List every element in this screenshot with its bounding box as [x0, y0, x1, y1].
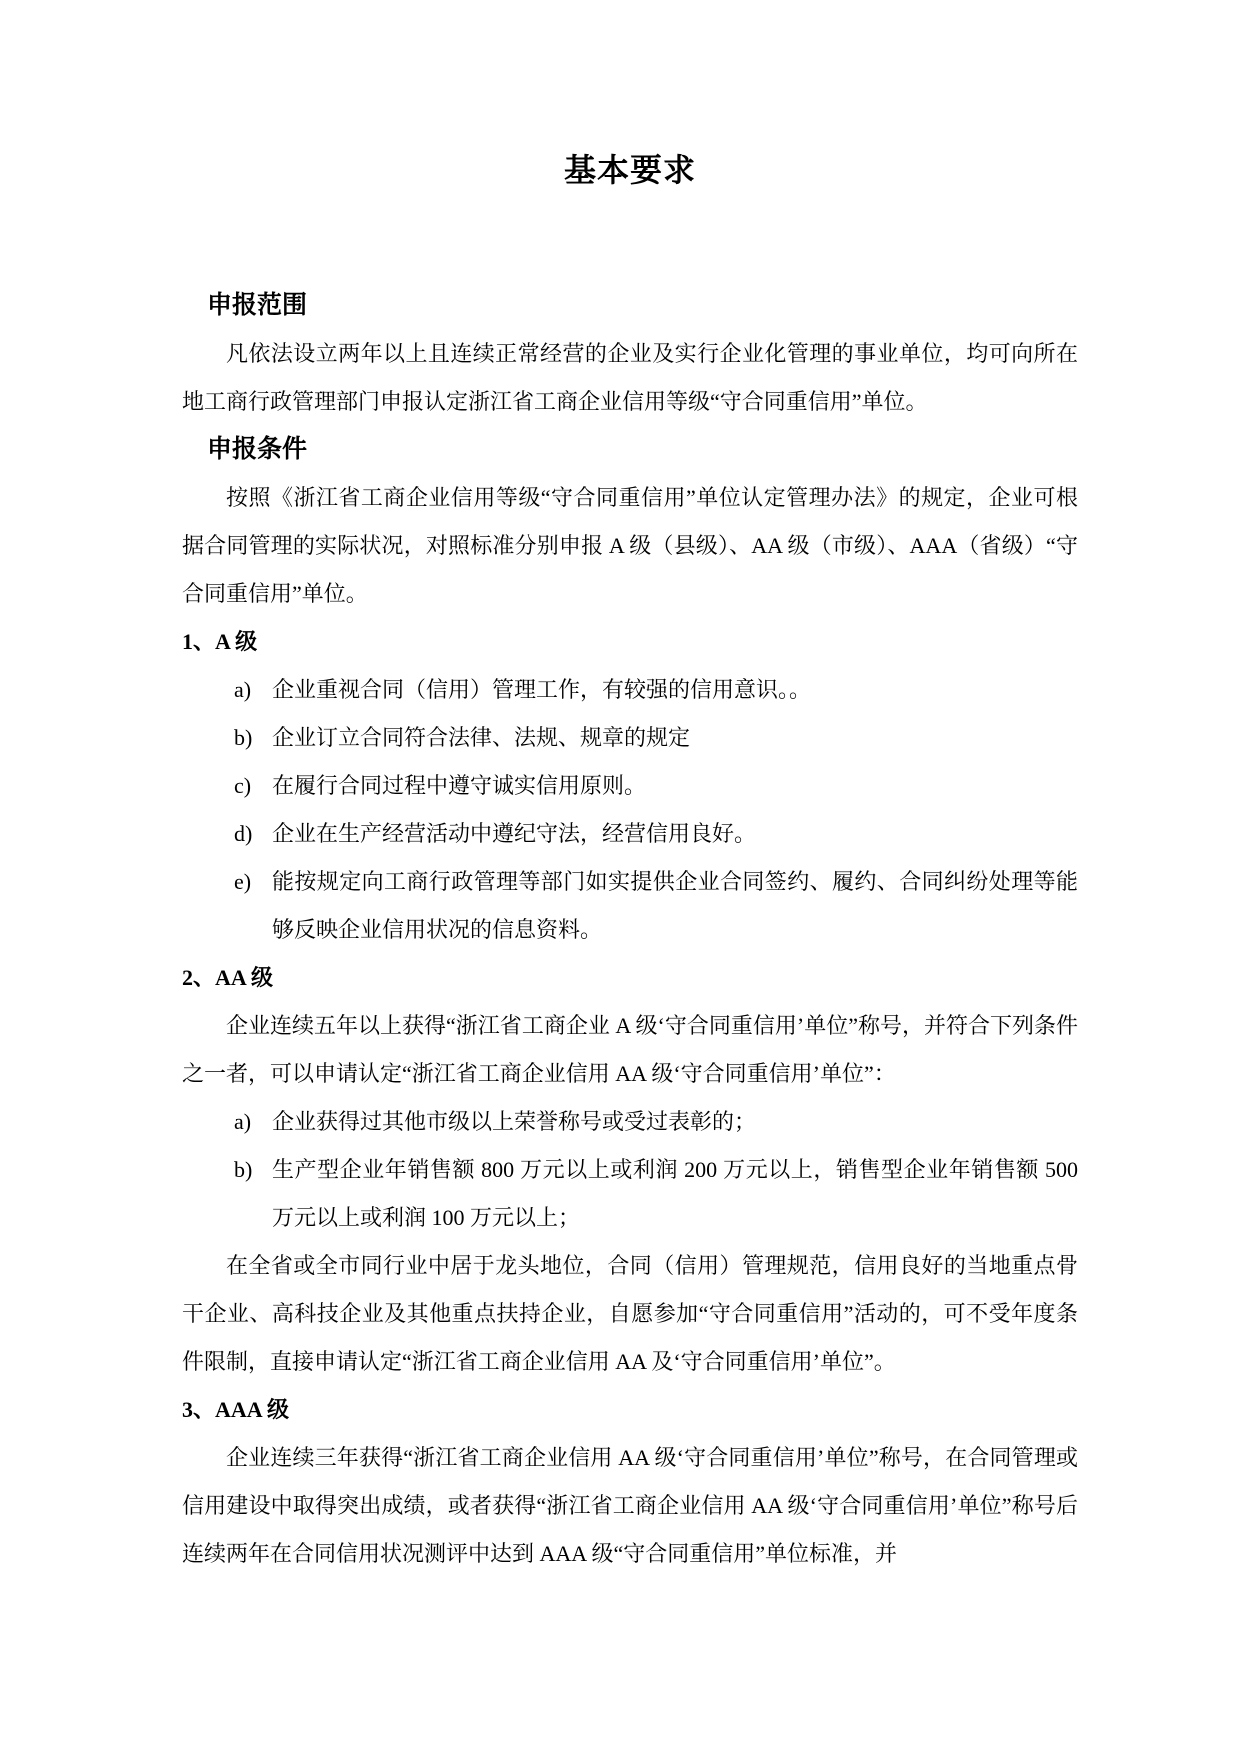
document-blocks: [182, 282, 1078, 1578]
list-item: [182, 666, 1078, 714]
paragraph: 按照《浙江省工商企业信用等级“守合同重信用”单位认定管理办法》的规定，企业可根据合同管理的实际状况，对照标准分别申报 A 级（县级）、AA 级（市级）、AAA（省级）“守合同重信用”单位。: [182, 485, 1078, 606]
list-item-marker: e): [234, 869, 252, 894]
list-item-marker: a): [234, 1109, 252, 1134]
level-heading: 1、A 级: [182, 629, 258, 654]
list-item: [182, 1146, 1078, 1242]
list-item-text: 企业重视合同（信用）管理工作，有较强的信用意识。。: [272, 677, 812, 702]
document-title: 基本要求: [563, 152, 696, 188]
list-item-text: 企业订立合同符合法律、法规、规章的规定: [272, 725, 691, 750]
section-heading: 申报范围: [207, 292, 308, 319]
list-item-marker: d): [234, 821, 253, 846]
paragraph: 凡依法设立两年以上且连续正常经营的企业及实行企业化管理的事业单位，均可向所在地工商行政管理部门申报认定浙江省工商企业信用等级“守合同重信用”单位。: [182, 341, 1078, 414]
list-item: [182, 762, 1078, 810]
paragraph: 在全省或全市同行业中居于龙头地位，合同（信用）管理规范，信用良好的当地重点骨干企业、高科技企业及其他重点扶持企业，自愿参加“守合同重信用”活动的，可不受年度条件限制，直接申请认定“浙江省工商企业信用 AA 及‘守合同重信用’单位”。: [182, 1253, 1078, 1374]
list-item-text: 在履行合同过程中遵守诚实信用原则。: [272, 773, 647, 798]
paragraph: 企业连续三年获得“浙江省工商企业信用 AA 级‘守合同重信用’单位”称号，在合同管理或信用建设中取得突出成绩，或者获得“浙江省工商企业信用 AA 级‘守合同重信用’单位”称号后连续两年在合同信用状况测评中达到 AAA 级“守合同重信用”单位标准，并: [182, 1445, 1078, 1566]
list-item-marker: b): [234, 725, 253, 750]
level-heading: 2、AA 级: [182, 965, 274, 990]
list-item: [182, 714, 1078, 762]
section-heading: 申报条件: [207, 436, 308, 463]
list-item-marker: a): [234, 677, 252, 702]
list-item: [182, 858, 1078, 954]
list-item: [182, 1098, 1078, 1146]
list-item-marker: c): [234, 773, 252, 798]
list-item-text: 企业获得过其他市级以上荣誉称号或受过表彰的；: [272, 1109, 757, 1134]
list-item-marker: b): [234, 1157, 253, 1182]
list-item-text: 能按规定向工商行政管理等部门如实提供企业合同签约、履约、合同纠纷处理等能够反映企业信用状况的信息资料。: [272, 869, 1078, 942]
level-heading: 3、AAA 级: [182, 1397, 289, 1422]
document-page: [182, 140, 1078, 1578]
list-item: [182, 810, 1078, 858]
paragraph: 企业连续五年以上获得“浙江省工商企业 A 级‘守合同重信用’单位”称号，并符合下列条件之一者，可以申请认定“浙江省工商企业信用 AA 级‘守合同重信用’单位”：: [182, 1013, 1078, 1086]
list-item-text: 企业在生产经营活动中遵纪守法，经营信用良好。: [272, 821, 757, 846]
list-item-text: 生产型企业年销售额 800 万元以上或利润 200 万元以上，销售型企业年销售额 500 万元以上或利润 100 万元以上；: [272, 1157, 1078, 1230]
